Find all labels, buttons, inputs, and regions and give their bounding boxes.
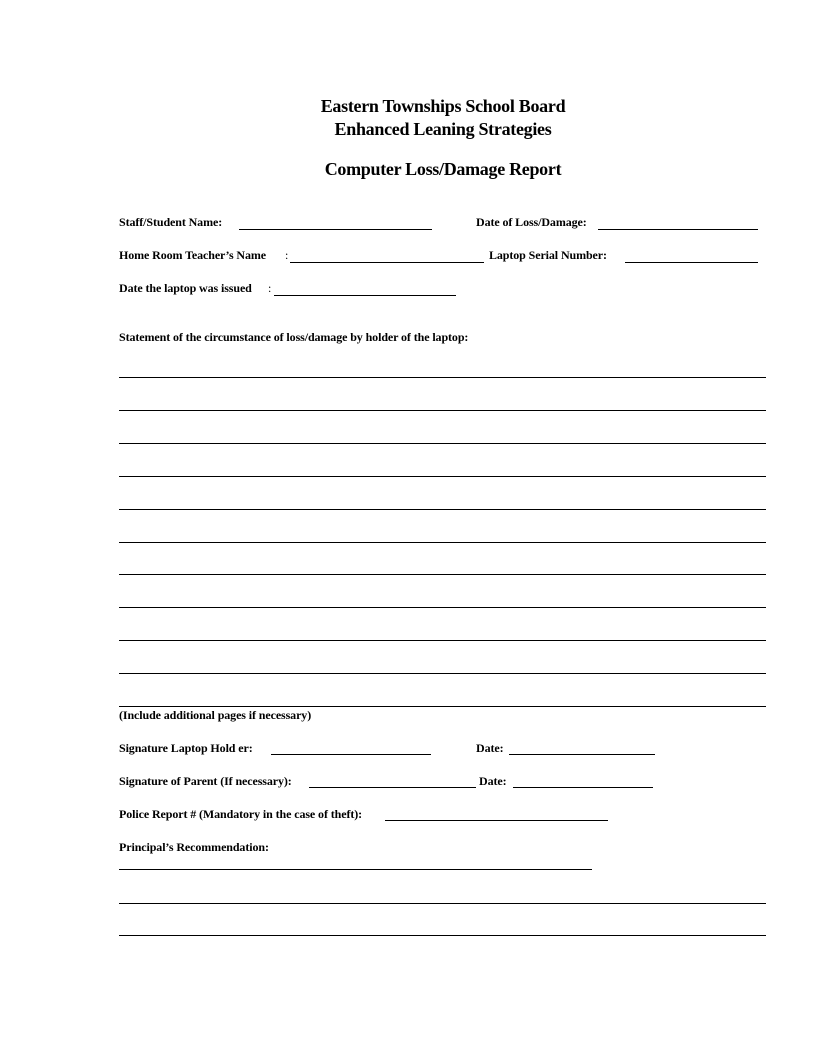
date-issued-label: Date the laptop was issued <box>119 281 252 295</box>
statement-line[interactable] <box>119 410 766 411</box>
statement-label: Statement of the circumstance of loss/damage by holder of the laptop: <box>119 330 469 344</box>
statement-line[interactable] <box>119 443 766 444</box>
statement-line[interactable] <box>119 509 766 510</box>
police-report-field[interactable] <box>385 820 608 821</box>
home-room-teacher-label: Home Room Teacher’s Name <box>119 248 267 262</box>
org-title: Eastern Townships School Board <box>320 96 566 116</box>
holder-signature-label: Signature Laptop Hold er: <box>119 741 253 755</box>
parent-signature-field[interactable] <box>309 787 476 788</box>
holder-date-field[interactable] <box>509 754 655 755</box>
form-title: Computer Loss/Damage Report <box>324 159 562 179</box>
additional-pages-note: (Include additional pages if necessary) <box>119 708 312 722</box>
program-title: Enhanced Leaning Strategies <box>334 119 552 139</box>
home-room-teacher-sep: : <box>285 248 289 262</box>
staff-student-name-label: Staff/Student Name: <box>119 215 223 229</box>
home-room-teacher-field[interactable] <box>290 262 484 263</box>
principal-line[interactable] <box>119 869 592 870</box>
statement-line[interactable] <box>119 574 766 575</box>
police-report-label: Police Report # (Mandatory in the case of theft): <box>119 807 363 821</box>
statement-line[interactable] <box>119 673 766 674</box>
principal-recommendation-label: Principal’s Recommendation: <box>119 840 269 854</box>
statement-line[interactable] <box>119 476 766 477</box>
statement-line[interactable] <box>119 706 766 707</box>
holder-signature-field[interactable] <box>271 754 431 755</box>
statement-line[interactable] <box>119 377 766 378</box>
staff-student-name-field[interactable] <box>239 229 432 230</box>
statement-line[interactable] <box>119 542 766 543</box>
laptop-serial-field[interactable] <box>625 262 758 263</box>
statement-line[interactable] <box>119 607 766 608</box>
parent-date-label: Date: <box>479 774 507 788</box>
date-issued-field[interactable] <box>274 295 456 296</box>
principal-line[interactable] <box>119 935 766 936</box>
parent-date-field[interactable] <box>513 787 653 788</box>
date-of-loss-field[interactable] <box>598 229 758 230</box>
laptop-serial-label: Laptop Serial Number: <box>489 248 607 262</box>
statement-line[interactable] <box>119 640 766 641</box>
parent-signature-label: Signature of Parent (If necessary): <box>119 774 292 788</box>
date-issued-sep: : <box>268 281 272 295</box>
holder-date-label: Date: <box>476 741 504 755</box>
date-of-loss-label: Date of Loss/Damage: <box>476 215 587 229</box>
principal-line[interactable] <box>119 903 766 904</box>
